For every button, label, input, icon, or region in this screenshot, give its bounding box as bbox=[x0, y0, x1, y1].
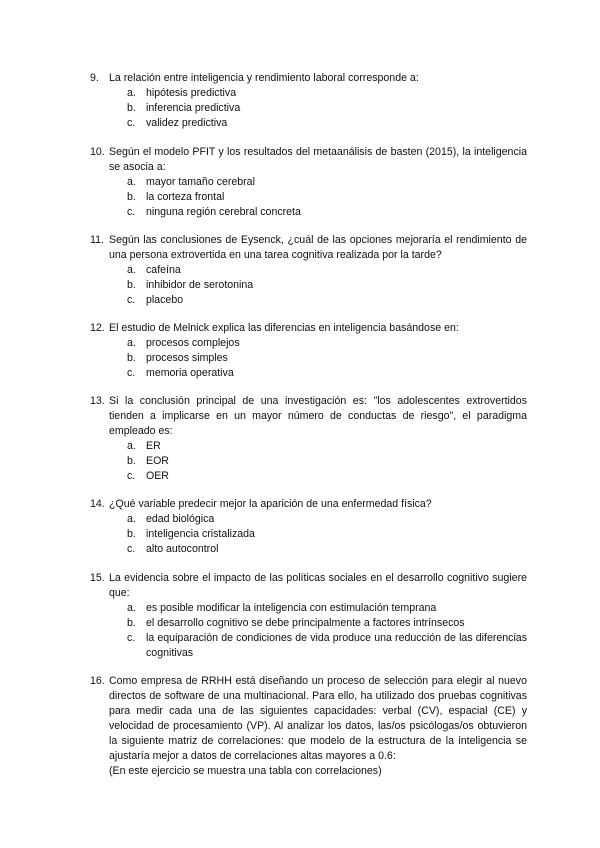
question-16 bbox=[90, 674, 527, 779]
question-number: 12. bbox=[90, 322, 105, 334]
option bbox=[127, 469, 527, 484]
option-letter: b. bbox=[127, 279, 136, 291]
question-text: Según las conclusiones de Eysenck, ¿cuál de las opciones mejoraría el rendimiento de una persona extrovertida en una tarea cognitiva realizada por la tarde? bbox=[109, 234, 527, 261]
question-12 bbox=[90, 321, 527, 381]
option-text: ER bbox=[146, 440, 161, 452]
option-text: EOR bbox=[146, 455, 169, 467]
question-text: La evidencia sobre el impacto de las políticas sociales en el desarrollo cognitivo sugiere que: bbox=[109, 572, 527, 599]
option-text: edad biológica bbox=[146, 513, 215, 525]
option-text: memoria operativa bbox=[146, 367, 234, 379]
option-text: mayor tamaño cerebral bbox=[146, 176, 255, 188]
option-letter: a. bbox=[127, 440, 136, 452]
question-number: 11. bbox=[90, 234, 104, 246]
option-text: procesos complejos bbox=[146, 337, 240, 349]
option bbox=[127, 454, 527, 469]
option-text: ninguna región cerebral concreta bbox=[146, 206, 301, 218]
option bbox=[127, 293, 527, 308]
option-letter: a. bbox=[127, 264, 136, 276]
option-letter: a. bbox=[127, 602, 136, 614]
option bbox=[127, 631, 527, 661]
question-9 bbox=[90, 71, 527, 131]
question-number: 14. bbox=[90, 498, 105, 510]
question-number: 15. bbox=[90, 572, 105, 584]
option bbox=[127, 542, 527, 557]
option bbox=[127, 175, 527, 190]
option-letter: c. bbox=[127, 294, 136, 306]
question-number: 10. bbox=[90, 146, 105, 158]
question-text: La relación entre inteligencia y rendimiento laboral corresponde a: bbox=[109, 72, 419, 84]
question-text: Según el modelo PFIT y los resultados del metaanálisis de basten (2015), la inteligencia se asocia a: bbox=[109, 146, 527, 173]
option-text: la corteza frontal bbox=[146, 191, 225, 203]
option-letter: b. bbox=[127, 528, 136, 540]
option-letter: b. bbox=[127, 617, 136, 629]
option-text: procesos simples bbox=[146, 352, 228, 364]
question-note: (En este ejercicio se muestra una tabla con correlaciones) bbox=[109, 765, 382, 777]
option-letter: c. bbox=[127, 543, 136, 555]
option bbox=[127, 439, 527, 454]
option-letter: c. bbox=[127, 632, 136, 644]
option-text: la equiparación de condiciones de vida produce una reducción de las diferencias cognitivas bbox=[146, 632, 527, 659]
option bbox=[127, 205, 527, 220]
option-text: el desarrollo cognitivo se debe principalmente a factores intrínsecos bbox=[146, 617, 465, 629]
option-text: alto autocontrol bbox=[146, 543, 219, 555]
option-text: cafeína bbox=[146, 264, 181, 276]
option-letter: c. bbox=[127, 117, 136, 129]
question-text: Como empresa de RRHH está diseñando un proceso de selección para elegir al nuevo directos de software de una multinacional. Para ello, ha utilizado dos pruebas cognitivas para medir cada una de las siguientes capacidades: verbal (CV), espacial (CE) y velocidad de procesamiento (VP). Al analizar los datos, las/os psicólogas/os obtuvieron la siguiente matriz de correlaciones: que modelo de la estructura de la inteligencia se ajustaría mejor a datos de correlaciones altas mayores a 0.6: bbox=[109, 675, 527, 762]
option-text: hipótesis predictiva bbox=[146, 87, 237, 99]
option-letter: b. bbox=[127, 191, 136, 203]
option bbox=[127, 101, 527, 116]
option bbox=[127, 263, 527, 278]
question-number: 9. bbox=[90, 72, 99, 84]
option-text: es posible modificar la inteligencia con estimulación temprana bbox=[146, 602, 437, 614]
option bbox=[127, 190, 527, 205]
option bbox=[127, 86, 527, 101]
question-11 bbox=[90, 233, 527, 308]
question-number: 16. bbox=[90, 675, 105, 687]
option-text: inteligencia cristalizada bbox=[146, 528, 255, 540]
option bbox=[127, 601, 527, 616]
option bbox=[127, 116, 527, 131]
question-text: El estudio de Melnick explica las diferencias en inteligencia basándose en: bbox=[109, 322, 459, 334]
option-text: OER bbox=[146, 470, 169, 482]
option-text: placebo bbox=[146, 294, 184, 306]
question-number: 13. bbox=[90, 395, 105, 407]
question-10 bbox=[90, 145, 527, 220]
option-text: inhibidor de serotonina bbox=[146, 279, 254, 291]
option-letter: c. bbox=[127, 470, 136, 482]
option-letter: a. bbox=[127, 337, 136, 349]
question-15 bbox=[90, 571, 527, 661]
option bbox=[127, 351, 527, 366]
option-letter: b. bbox=[127, 455, 136, 467]
option bbox=[127, 527, 527, 542]
question-14 bbox=[90, 497, 527, 557]
option-letter: c. bbox=[127, 206, 136, 218]
question-text: ¿Qué variable predecir mejor la aparición de una enfermedad física? bbox=[109, 498, 432, 510]
option-text: inferencia predictiva bbox=[146, 102, 241, 114]
option-letter: b. bbox=[127, 352, 136, 364]
option-letter: a. bbox=[127, 176, 136, 188]
question-13 bbox=[90, 394, 527, 484]
option-text: validez predictiva bbox=[146, 117, 228, 129]
question-text: Si la conclusión principal de una investigación es: "los adolescentes extrovertidos tienden a implicarse en un mayor número de conductas de riesgo", el paradigma empleado es: bbox=[109, 395, 527, 437]
option-letter: a. bbox=[127, 87, 136, 99]
option-letter: c. bbox=[127, 367, 136, 379]
option-letter: b. bbox=[127, 102, 136, 114]
option-letter: a. bbox=[127, 513, 136, 525]
option bbox=[127, 336, 527, 351]
option bbox=[127, 512, 527, 527]
option bbox=[127, 366, 527, 381]
option bbox=[127, 278, 527, 293]
option bbox=[127, 616, 527, 631]
